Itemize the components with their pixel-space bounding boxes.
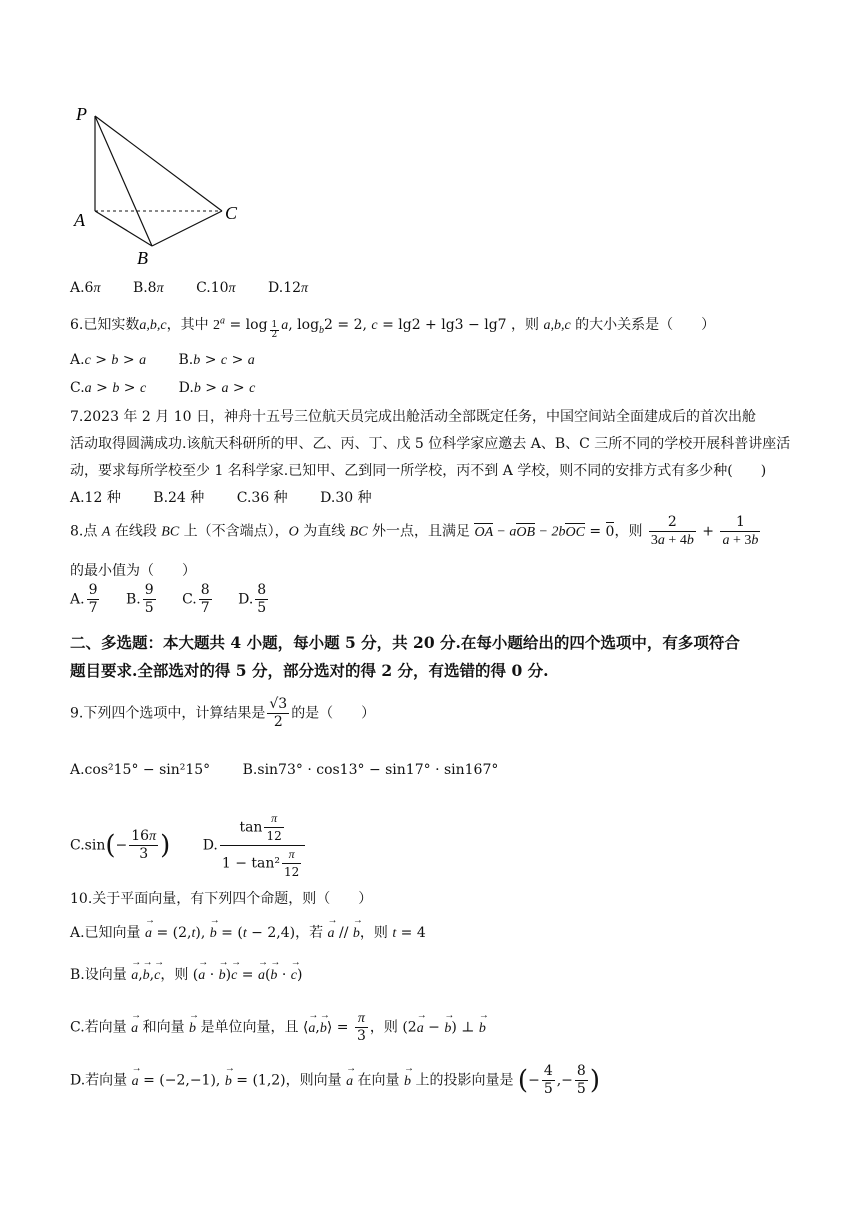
q9-option-b: B.sin73° · cos13° − sin17° · sin167°	[242, 762, 499, 778]
q6-stem: 6.已知实数a,b,c，其中 $2^a = \log$ $_{\frac{1}{2}}$ a, $\log_b2 = 2$, c = lg2 + lg3 − lg7 ，则 a,b,c 的大小关系是（ ）	[70, 315, 716, 340]
q6-options-row2	[70, 380, 283, 397]
vertex-label-p: P	[76, 104, 87, 124]
q6-options-row1	[70, 352, 283, 369]
q7-line-2: 活动取得圆满成功.该航天科研所的甲、乙、丙、丁、戊 5 位科学家应邀去 A、B、C 三所不同的学校开展科普讲座活	[70, 436, 791, 452]
q7-options	[70, 487, 400, 507]
section2-heading-line1: 二、多选题：本大题共 4 小题，每小题 5 分，共 20 分.在每小题给出的四个选项中，有多项符合	[70, 633, 740, 652]
q7-line-1: 7.2023 年 2 月 10 日，神舟十五号三位航天员完成出舱活动全部既定任务，中国空间站全面建成后的首次出舱	[70, 409, 756, 425]
q5-options	[70, 280, 336, 297]
q10-option-d: D.若向量 → a = (−2,−1), → b = (1,2)，则向量 → a 在向量 → b 上的投影向量是 (− $\frac{4}{5}$ ,− $\frac{8}{5}$ )	[70, 1063, 600, 1098]
q6-option-a: A.c > b > a	[70, 352, 147, 368]
q7-option-c: C.36 种	[236, 490, 288, 506]
q7-line-3: 动，要求每所学校至少 1 名科学家.已知甲、乙到同一所学校，丙不到 A 学校，则不同的安排方式有多少种( )	[70, 463, 767, 479]
q9-stem: 9.下列四个选项中，计算结果是 $\frac{√3}{2}$ 的是（ ）	[70, 696, 376, 730]
q8-options	[70, 582, 290, 617]
q7-option-d: D.30 种	[320, 490, 372, 506]
q8-option-b: B. $\frac{9}{5}$	[125, 582, 154, 616]
vertex-label-b: B	[137, 248, 148, 268]
q6-option-b: B.b > c > a	[178, 352, 255, 368]
q8-option-c: C. $\frac{8}{7}$	[182, 582, 210, 616]
q5-option-c: C.10π	[196, 280, 236, 296]
q10-option-b: B.设向量 → a,→ b,→ c，则 (→ a · → b)→ c = → a(→ b · → c)	[70, 964, 302, 984]
q9-option-a: A.cos²15° − sin²15°	[70, 762, 211, 778]
q9-option-d: D. tan $\frac{\pi}{12}$ 1 − tan² $\frac{\pi}{12}$	[203, 810, 308, 881]
section2-heading-line2: 题目要求.全部选对的得 5 分，部分选对的得 2 分，有选错的得 0 分.	[70, 661, 549, 680]
q6-option-d: D.b > a > c	[178, 380, 256, 396]
vertex-label-a: A	[74, 210, 85, 230]
q5-option-a: A.6π	[70, 280, 101, 296]
q9-options-row1	[70, 762, 526, 778]
q10-option-a: A.已知向量 → a = (2,t), → b = (t − 2,4)，若 → a // → b，则 t = 4	[70, 922, 426, 942]
q8-line-2: 的最小值为（ ）	[70, 563, 196, 579]
q8-option-a: A. $\frac{9}{7}$	[70, 582, 98, 616]
q8-option-d: D. $\frac{8}{5}$	[238, 582, 267, 616]
vertex-label-c: C	[225, 203, 238, 223]
q6-option-c: C.a > b > c	[70, 380, 147, 396]
q10-option-c: C.若向量 → a 和向量 → b 是单位向量，且 ⟨→ a,→ b⟩ = $\frac{\pi}{3}$ ，则 (2→ a − → b) ⊥ → b	[70, 1010, 486, 1045]
q9-options-row2	[70, 810, 335, 881]
q5-option-d: D.12π	[268, 280, 309, 296]
q5-option-b: B.8π	[132, 280, 164, 296]
q7-option-b: B.24 种	[153, 490, 205, 506]
q8-stem: 8.点 A 在线段 BC 上（不含端点），O 为直线 BC 外一点，且满足 OA − aOB − 2bOC = 0，则 $\frac{2}{3a + 4b}$ + $\frac{1}{a + 3b}$	[70, 514, 759, 548]
q7-option-a: A.12 种	[70, 490, 121, 506]
q9-option-c: C.sin(− $\frac{16\pi}{3}$ )	[70, 828, 171, 862]
tetrahedron-figure	[60, 98, 250, 268]
q10-stem: 10.关于平面向量，有下列四个命题，则（ ）	[70, 891, 373, 907]
